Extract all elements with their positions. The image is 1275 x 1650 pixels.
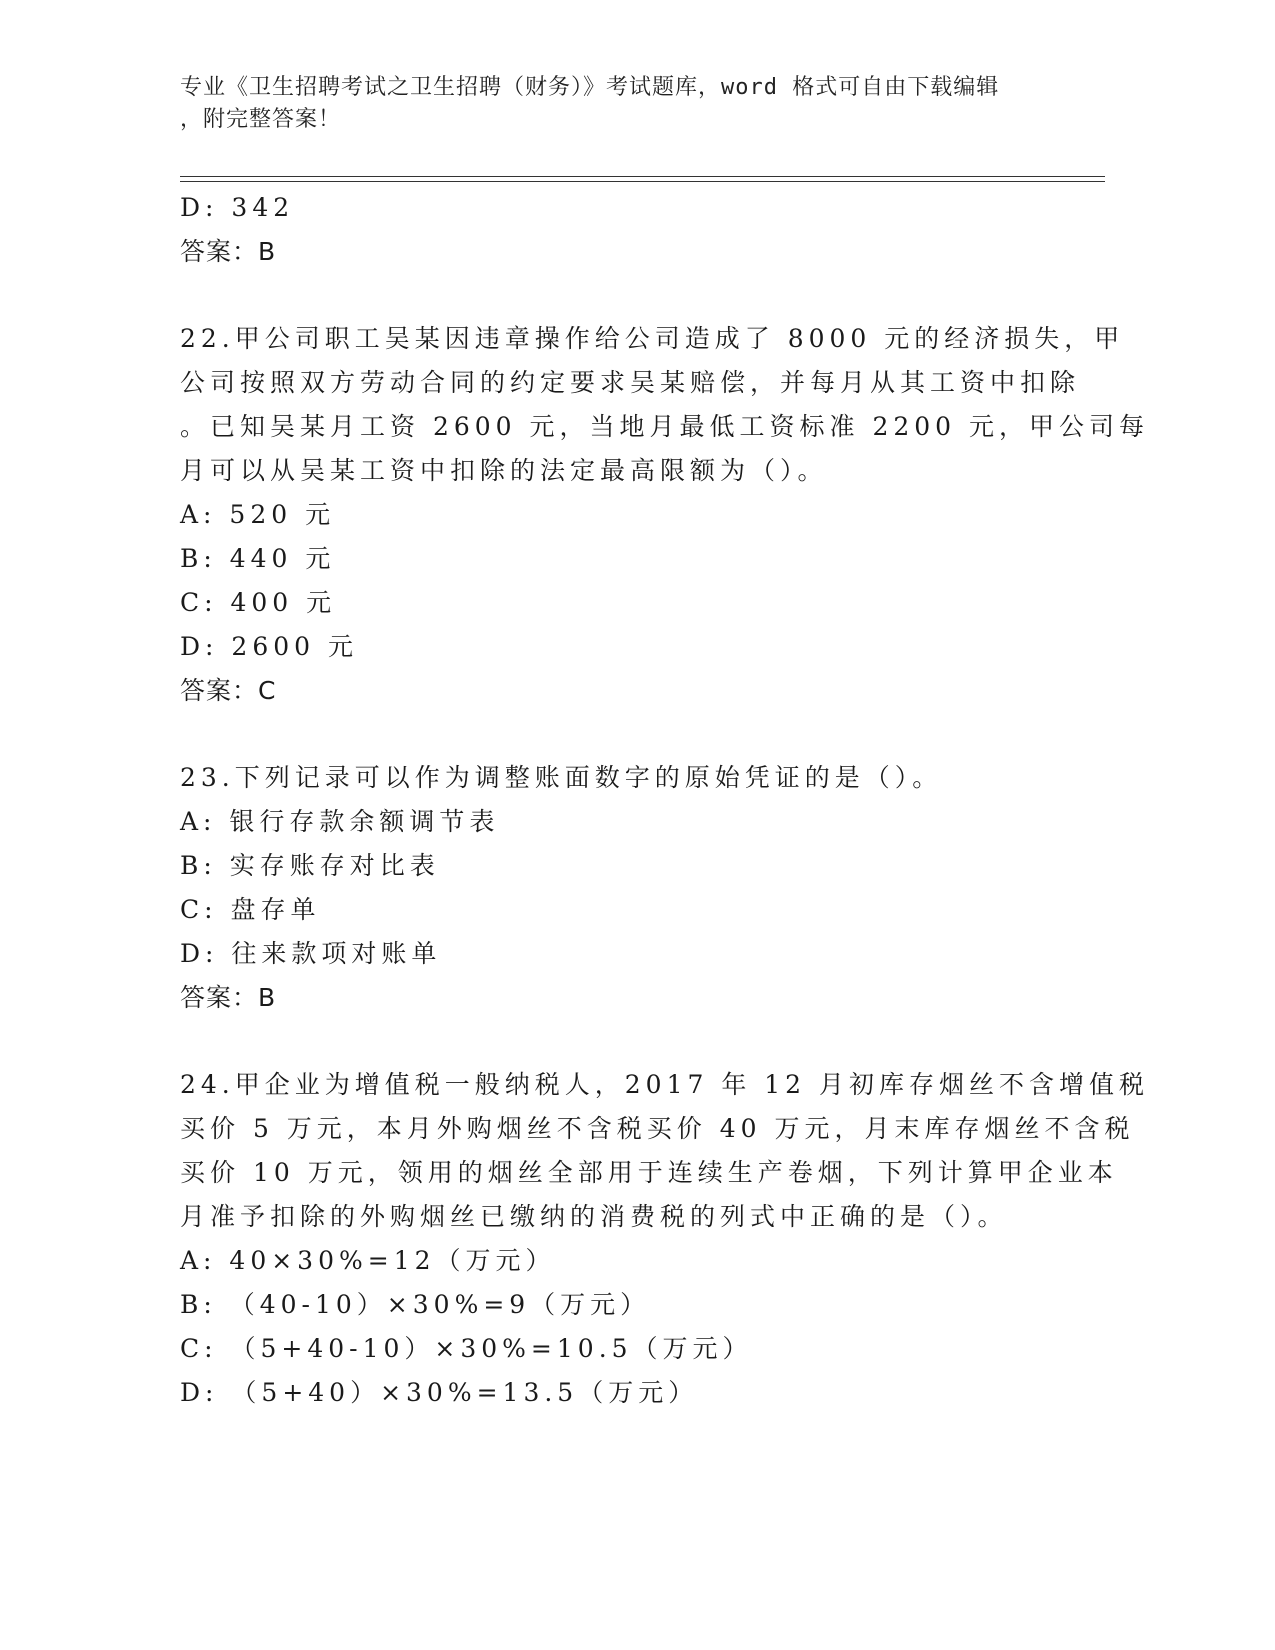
q21-option-d: D: 342 <box>180 193 295 222</box>
q21-answer: 答案：B <box>180 237 277 266</box>
document-page <box>180 0 1150 1650</box>
q24-option-d: D: （5+40）×30%=13.5（万元） <box>180 1378 699 1407</box>
q23-option-a: A: 银行存款余额调节表 <box>180 807 500 836</box>
question-22 <box>180 317 1150 713</box>
q24-option-b: B: （40-10）×30%=9（万元） <box>180 1290 651 1319</box>
header-line-1: 专业《卫生招聘考试之卫生招聘（财务）》考试题库，word 格式可自由下载编辑 <box>180 75 1000 100</box>
q22-option-d: D: 2600 元 <box>180 632 358 661</box>
q22-option-a: A: 520 元 <box>180 500 336 529</box>
q22-stem-line: 。已知吴某月工资 2600 元，当地月最低工资标准 2200 元，甲公司每 <box>180 412 1150 441</box>
q22-stem-line: 月可以从吴某工资中扣除的法定最高限额为（）。 <box>180 456 828 485</box>
spacer <box>180 713 1080 756</box>
q24-stem-line: 买价 10 万元，领用的烟丝全部用于连续生产卷烟，下列计算甲企业本 <box>180 1158 1118 1187</box>
q23-option-b: B: 实存账存对比表 <box>180 851 440 880</box>
q24-stem-line: 月准予扣除的外购烟丝已缴纳的消费税的列式中正确的是（）。 <box>180 1202 1008 1231</box>
header-line-2: ，附完整答案！ <box>180 107 342 132</box>
question-23 <box>180 756 1080 1020</box>
q22-option-b: B: 440 元 <box>180 544 336 573</box>
header-divider <box>180 176 1105 182</box>
q24-stem-line: 24.甲企业为增值税一般纳税人，2017 年 12 月初库存烟丝不含增值税 <box>180 1070 1150 1099</box>
q24-option-c: C: （5+40-10）×30%=10.5（万元） <box>180 1334 753 1363</box>
page-header <box>180 72 1040 136</box>
q22-answer: 答案：C <box>180 676 277 705</box>
spacer <box>180 274 1080 317</box>
question-content <box>180 186 1150 1415</box>
question-24 <box>180 1063 1150 1415</box>
q24-stem-line: 买价 5 万元，本月外购烟丝不含税买价 40 万元，月末库存烟丝不含税 <box>180 1114 1135 1143</box>
q24-option-a: A: 40×30%=12（万元） <box>180 1246 556 1275</box>
q23-option-c: C: 盘存单 <box>180 895 321 924</box>
q22-stem-line: 公司按照双方劳动合同的约定要求吴某赔偿，并每月从其工资中扣除 <box>180 368 1081 397</box>
q23-option-d: D: 往来款项对账单 <box>180 939 442 968</box>
q22-option-c: C: 400 元 <box>180 588 337 617</box>
spacer <box>180 1020 1080 1063</box>
q22-stem-line: 22.甲公司职工吴某因违章操作给公司造成了 8000 元的经济损失，甲 <box>180 324 1125 353</box>
q23-stem-line: 23.下列记录可以作为调整账面数字的原始凭证的是（）。 <box>180 763 943 792</box>
q23-answer: 答案：B <box>180 983 277 1012</box>
